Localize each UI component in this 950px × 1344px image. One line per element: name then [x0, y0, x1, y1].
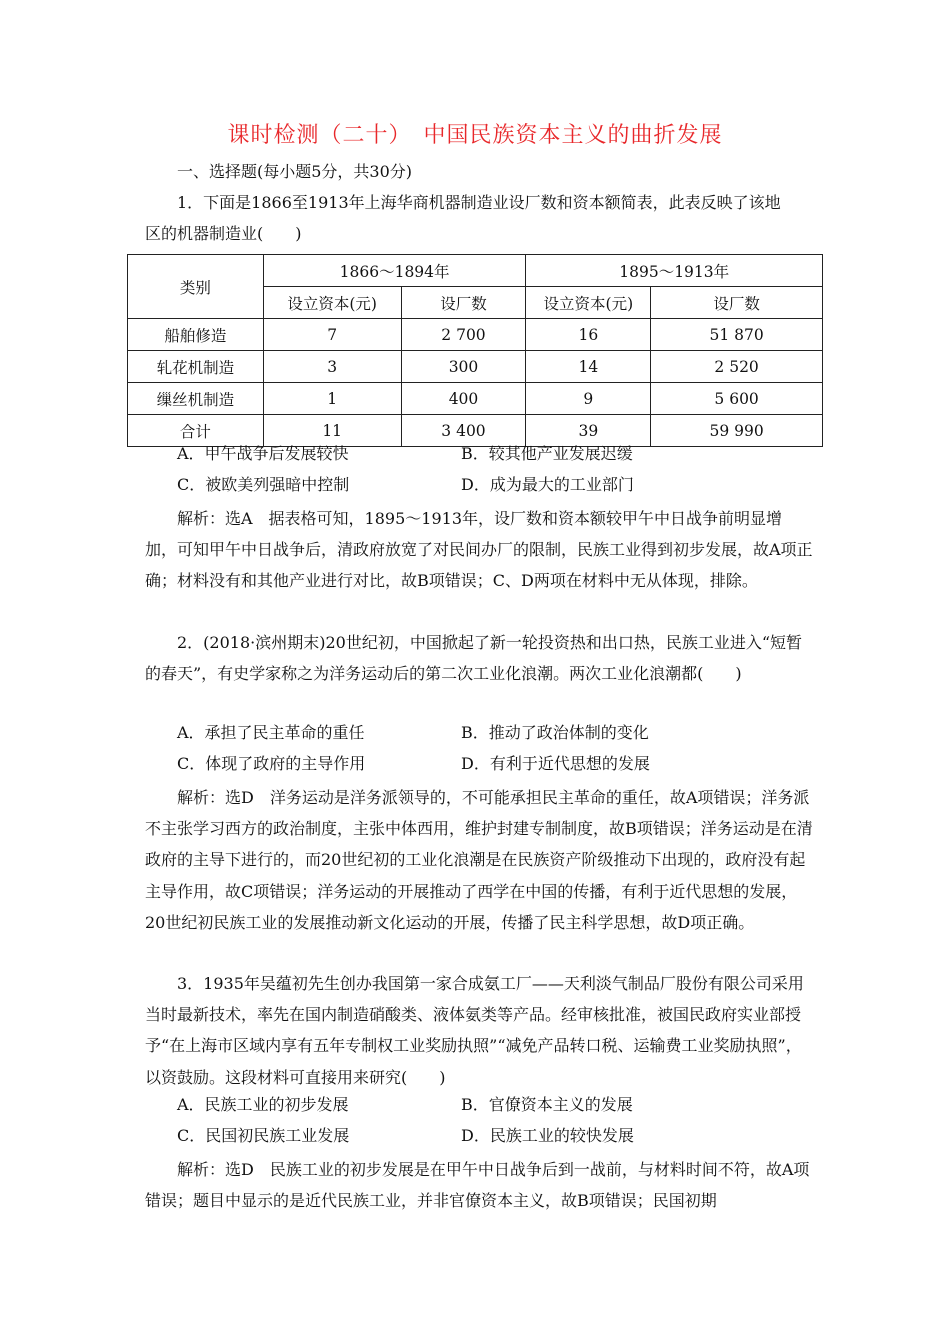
q1-options-row2 — [177, 472, 817, 503]
q3-option-d[interactable]: D．民族工业的较快发展 — [461, 1126, 634, 1145]
q1-option-a[interactable]: A．甲午战争后发展较快 — [177, 444, 349, 463]
q3-option-b[interactable]: B．官僚资本主义的发展 — [461, 1095, 633, 1114]
table-header-row — [128, 255, 823, 287]
q2-stem: 2．(2018·滨州期末)20世纪初，中国掀起了新一轮投资热和出口热，民族工业进入“短暂的春天”，有史学家称之为洋务运动后的第二次工业化浪潮。两次工业化浪潮都( ) — [145, 633, 803, 684]
table-cell: 5 600 — [651, 383, 823, 415]
q1-option-d[interactable]: D．成为最大的工业部门 — [461, 475, 634, 494]
table-cell: 51 870 — [651, 319, 823, 351]
table-row — [128, 319, 823, 351]
q3-options-row1 — [177, 1092, 817, 1123]
table-cell: 9 — [526, 383, 651, 415]
subheader-capital: 设立资本(元) — [263, 287, 401, 319]
table-cell: 3 — [263, 351, 401, 383]
table-cell: 2 700 — [401, 319, 526, 351]
subheader-factories: 设厂数 — [401, 287, 526, 319]
table-cell: 11 — [263, 415, 401, 447]
q3-options-row2 — [177, 1123, 817, 1154]
table-cell: 400 — [401, 383, 526, 415]
table-cell: 1 — [263, 383, 401, 415]
period1-header: 1866～1894年 — [263, 255, 526, 287]
factory-capital-table — [127, 254, 823, 447]
table-cell: 300 — [401, 351, 526, 383]
q1-stem-line2: 区的机器制造业( ) — [145, 224, 302, 243]
page-title: 课时检测（二十） 中国民族资本主义的曲折发展 — [227, 123, 723, 148]
category-header: 类别 — [128, 255, 264, 319]
period2-header: 1895～1913年 — [526, 255, 823, 287]
row-category: 轧花机制造 — [128, 351, 264, 383]
subheader-capital: 设立资本(元) — [526, 287, 651, 319]
q3-option-c[interactable]: C．民国初民族工业发展 — [177, 1126, 350, 1145]
q1-stem-line1: 1．下面是1866至1913年上海华商机器制造业设厂数和资本额简表，此表反映了该地 — [177, 193, 781, 212]
q2-option-c[interactable]: C．体现了政府的主导作用 — [177, 754, 366, 773]
row-category: 合计 — [128, 415, 264, 447]
table-cell: 7 — [263, 319, 401, 351]
q3-analysis: 解析：选D 民族工业的初步发展是在甲午中日战争后到一战前，与材料时间不符，故A项错误；题目中显示的是近代民族工业，并非官僚资本主义，故B项错误；民国初期 — [145, 1160, 810, 1211]
section-heading: 一、选择题(每小题5分，共30分) — [177, 162, 413, 181]
table-cell: 59 990 — [651, 415, 823, 447]
table-cell: 39 — [526, 415, 651, 447]
q2-options-row1 — [177, 720, 817, 751]
q1-analysis: 解析：选A 据表格可知，1895～1913年，设厂数和资本额较甲午中日战争前明显增加，可知甲午中日战争后，清政府放宽了对民间办厂的限制，民族工业得到初步发展，故A项正确；材料没有和其他产业进行对比，故B项错误；C、D两项在材料中无从体现，排除。 — [145, 509, 813, 591]
table-row — [128, 351, 823, 383]
row-category: 船舶修造 — [128, 319, 264, 351]
table-cell: 2 520 — [651, 351, 823, 383]
q1-options-row1 — [177, 441, 817, 472]
table-cell: 16 — [526, 319, 651, 351]
q3-stem: 3．1935年吴蕴初先生创办我国第一家合成氨工厂——天利淡气制品厂股份有限公司采用当时最新技术，率先在国内制造硝酸类、液体氨类等产品。经审核批准，被国民政府实业部授予“在上海市区域内享有五年专制权工业奖励执照”“减免产品转口税、运输费工业奖励执照”，以资鼓励。这段材料可直接用来研究( ) — [145, 974, 804, 1087]
q2-analysis: 解析：选D 洋务运动是洋务派领导的，不可能承担民主革命的重任，故A项错误；洋务派不主张学习西方的政治制度，主张中体西用，维护封建专制制度，故B项错误；洋务运动是在清政府的主导下进行的，而20世纪初的工业化浪潮是在民族资产阶级推动下出现的，政府没有起主导作用，故C项错误；洋务运动的开展推动了西学在中国的传播，有利于近代思想的发展，20世纪初民族工业的发展推动新文化运动的开展，传播了民主科学思想，故D项正确。 — [145, 788, 813, 932]
q2-option-b[interactable]: B．推动了政治体制的变化 — [461, 723, 649, 742]
q2-option-a[interactable]: A．承担了民主革命的重任 — [177, 723, 365, 742]
q2-options-row2 — [177, 751, 817, 782]
row-category: 缫丝机制造 — [128, 383, 264, 415]
table-cell: 14 — [526, 351, 651, 383]
q1-option-b[interactable]: B．较其他产业发展迟缓 — [461, 444, 633, 463]
table-row — [128, 383, 823, 415]
q2-option-d[interactable]: D．有利于近代思想的发展 — [461, 754, 650, 773]
table-cell: 3 400 — [401, 415, 526, 447]
q3-option-a[interactable]: A．民族工业的初步发展 — [177, 1095, 349, 1114]
subheader-factories: 设厂数 — [651, 287, 823, 319]
q1-option-c[interactable]: C．被欧美列强暗中控制 — [177, 475, 350, 494]
